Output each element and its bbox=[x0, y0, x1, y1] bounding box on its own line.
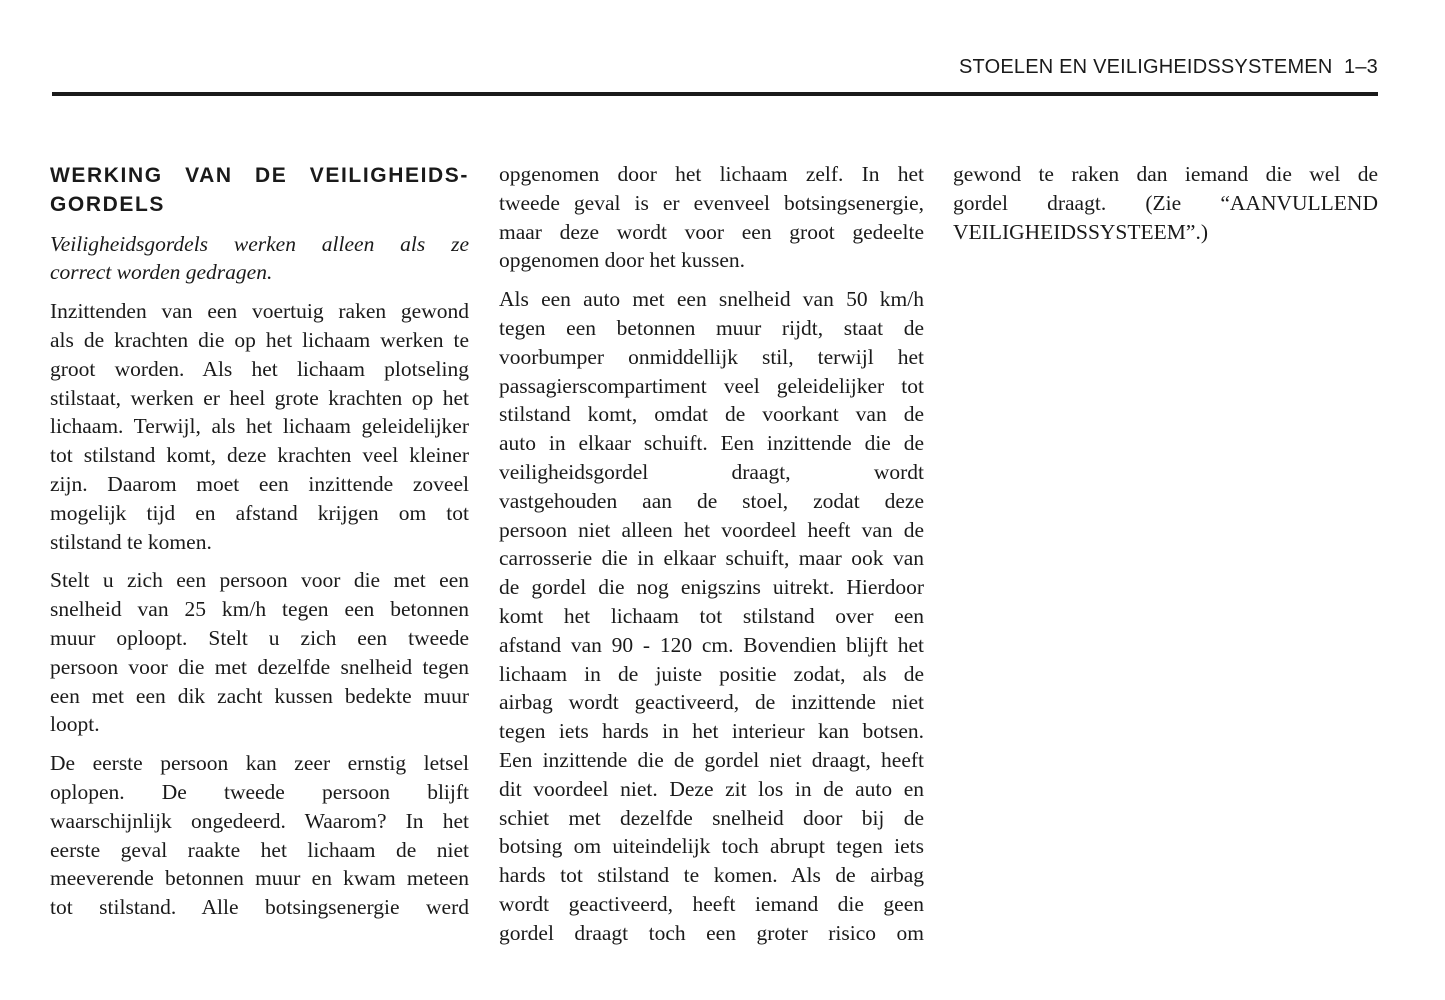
paragraph bbox=[499, 160, 924, 275]
text-line: De eerste persoon kan zeer ernstig letsel bbox=[50, 751, 469, 776]
text-line: eerste geval raakte het lichaam de niet bbox=[50, 837, 469, 862]
text-line: maar deze wordt voor een groot gedeelte bbox=[499, 219, 924, 244]
text-line: stilstand komt, omdat de voorkant van de bbox=[499, 402, 924, 427]
header-rule bbox=[52, 92, 1378, 96]
text-line: Een inzittende die de gordel niet draagt, heeft bbox=[499, 747, 924, 772]
text-line: groot worden. Als het lichaam plotseling bbox=[50, 356, 469, 381]
text-line: tot stilstand komt, deze krachten veel kleiner bbox=[50, 443, 469, 468]
text-line: meeverende betonnen muur en kwam meteen bbox=[50, 866, 469, 891]
text-line: persoon niet alleen het voordeel heeft van de bbox=[499, 517, 924, 542]
text-line: tegen iets hards in het interieur kan botsen. bbox=[499, 719, 924, 744]
text-line: VEILIGHEIDSSYSTEEM”.) bbox=[953, 219, 1208, 244]
text-line: Stelt u zich een persoon voor die met een bbox=[50, 568, 469, 593]
text-line: gewond te raken dan iemand die wel de bbox=[953, 162, 1378, 186]
text-line: mogelijk tijd en afstand krijgen om tot bbox=[50, 500, 469, 525]
running-header-text bbox=[959, 56, 1378, 79]
section-intro bbox=[50, 230, 469, 288]
heading-line: GORDELS bbox=[50, 192, 166, 216]
text-line: stilstaat, werken er heel grote krachten op het bbox=[50, 385, 469, 410]
text-line: stilstand te komen. bbox=[50, 529, 212, 554]
paragraph bbox=[50, 566, 469, 739]
text-line: Als een auto met een snelheid van 50 km/h bbox=[499, 287, 924, 312]
text-line: carrosserie die in elkaar schuift, maar ook van bbox=[499, 546, 924, 571]
text-line: opgenomen door het kussen. bbox=[499, 248, 746, 273]
text-line: een met een dik zacht kussen bedekte muur bbox=[50, 683, 469, 708]
paragraph bbox=[953, 160, 1378, 246]
text-line: passagierscompartiment veel geleidelijker tot bbox=[499, 373, 924, 398]
text-line: snelheid van 25 km/h tegen een betonnen bbox=[50, 597, 469, 622]
chapter-title: STOELEN EN VEILIGHEIDSSYSTEMEN bbox=[958, 56, 1333, 78]
text-line: opgenomen door het lichaam zelf. In het bbox=[499, 162, 924, 186]
page-number: 1–3 bbox=[1344, 56, 1378, 78]
text-line: muur oploopt. Stelt u zich een tweede bbox=[50, 625, 469, 650]
text-line: komt het lichaam tot stilstand over een bbox=[499, 603, 924, 628]
text-line: dit voordeel niet. Deze zit los in de auto en bbox=[499, 776, 924, 801]
section-heading bbox=[50, 162, 469, 220]
text-line: wordt geactiveerd, heeft iemand die geen bbox=[499, 891, 924, 916]
text-line: loopt. bbox=[50, 712, 100, 737]
intro-line: correct worden gedragen. bbox=[50, 260, 273, 285]
text-line: gordel draagt. (Zie “AANVULLEND bbox=[953, 190, 1378, 215]
text-line: schiet met dezelfde snelheid door bij de bbox=[499, 805, 924, 830]
text-line: Inzittenden van een voertuig raken gewond bbox=[50, 299, 469, 324]
paragraph bbox=[499, 285, 924, 947]
text-line: afstand van 90 - 120 cm. Bovendien blijft het bbox=[499, 632, 924, 657]
text-line: veiligheidsgordel draagt, wordt bbox=[499, 459, 924, 484]
text-line: botsing om uiteindelijk toch abrupt tegen iets bbox=[499, 834, 924, 859]
text-line: zijn. Daarom moet een inzittende zoveel bbox=[50, 471, 469, 496]
text-line: auto in elkaar schuift. Een inzittende die de bbox=[499, 431, 924, 456]
intro-line: Veiligheidsgordels werken alleen als ze bbox=[50, 231, 469, 256]
text-line: vastgehouden aan de stoel, zodat deze bbox=[499, 488, 924, 513]
column-1 bbox=[50, 160, 469, 922]
paragraph bbox=[50, 749, 469, 922]
text-line: oplopen. De tweede persoon blijft bbox=[50, 779, 469, 804]
text-line: de gordel die nog enigszins uitrekt. Hierdoor bbox=[499, 575, 924, 600]
text-line: lichaam in de juiste positie zodat, als de bbox=[499, 661, 924, 686]
text-line: tot stilstand. Alle botsingsenergie werd bbox=[50, 895, 469, 920]
text-line: tweede geval is er evenveel botsingsenergie, bbox=[499, 190, 924, 215]
column-3 bbox=[953, 160, 1378, 246]
text-line: tegen een betonnen muur rijdt, staat de bbox=[499, 315, 924, 340]
paragraph bbox=[50, 297, 469, 556]
text-line: gordel draagt toch een groter risico om bbox=[499, 920, 924, 945]
text-line: airbag wordt geactiveerd, de inzittende niet bbox=[499, 690, 924, 715]
text-line: voorbumper onmiddellijk stil, terwijl het bbox=[499, 344, 924, 369]
text-line: als de krachten die op het lichaam werken te bbox=[50, 327, 469, 352]
text-line: hards tot stilstand te komen. Als de airbag bbox=[499, 863, 924, 888]
running-header bbox=[52, 56, 1378, 96]
heading-line: WERKING VAN DE VEILIGHEIDS- bbox=[50, 164, 469, 187]
text-line: lichaam. Terwijl, als het lichaam geleidelijker bbox=[50, 414, 469, 439]
column-2 bbox=[499, 160, 924, 948]
text-line: waarschijnlijk ongedeerd. Waarom? In het bbox=[50, 808, 469, 833]
text-line: persoon voor die met dezelfde snelheid tegen bbox=[50, 654, 469, 679]
